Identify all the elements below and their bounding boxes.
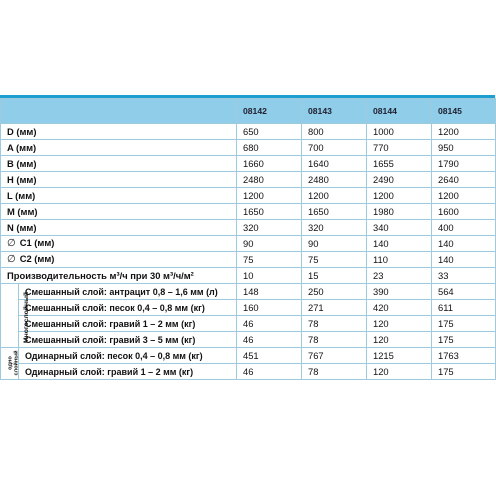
row-label-cell — [1, 252, 237, 268]
cell: 140 — [367, 236, 432, 252]
cell: 46 — [237, 364, 302, 380]
cell: 90 — [237, 236, 302, 252]
cell: 46 — [237, 316, 302, 332]
row-label: C2 (мм) — [19, 253, 55, 264]
row-label: Одинарный слой: гравий 1 – 2 мм (кг) — [19, 364, 237, 380]
cell: 800 — [302, 124, 367, 140]
table-row — [1, 124, 496, 140]
cell: 1200 — [237, 188, 302, 204]
cell: 420 — [367, 300, 432, 316]
cell: 250 — [302, 284, 367, 300]
cell: 10 — [237, 268, 302, 284]
cell: 2480 — [237, 172, 302, 188]
cell: 175 — [432, 316, 496, 332]
diameter-icon: ∅ — [7, 238, 16, 249]
row-label: Смешанный слой: гравий 1 – 2 мм (кг) — [19, 316, 237, 332]
cell: 400 — [432, 220, 496, 236]
cell: 700 — [302, 140, 367, 156]
row-label: L (мм) — [1, 188, 237, 204]
cell: 1200 — [302, 188, 367, 204]
row-label: D (мм) — [1, 124, 237, 140]
cell: 148 — [237, 284, 302, 300]
row-label: Смешанный слой: антрацит 0,8 – 1,6 мм (л) — [19, 284, 237, 300]
diameter-icon: ∅ — [7, 254, 16, 265]
table-row — [1, 348, 496, 364]
header-blank-cell — [1, 99, 237, 124]
column-header: 08142 — [237, 99, 302, 124]
cell: 2490 — [367, 172, 432, 188]
cell: 90 — [302, 236, 367, 252]
cell: 950 — [432, 140, 496, 156]
row-label: A (мм) — [1, 140, 237, 156]
group-label-line: слойный — [13, 349, 20, 376]
cell: 120 — [367, 332, 432, 348]
row-label: Одинарный слой: песок 0,4 – 0,8 мм (кг) — [19, 348, 237, 364]
table-row — [1, 140, 496, 156]
table-row — [1, 284, 496, 300]
cell: 120 — [367, 364, 432, 380]
table-row — [1, 204, 496, 220]
cell: 680 — [237, 140, 302, 156]
cell: 1655 — [367, 156, 432, 172]
cell: 160 — [237, 300, 302, 316]
cell: 78 — [302, 316, 367, 332]
table-row — [1, 220, 496, 236]
column-header: 08144 — [367, 99, 432, 124]
group-label-text — [8, 350, 20, 375]
cell: 1763 — [432, 348, 496, 364]
cell: 320 — [237, 220, 302, 236]
cell: 650 — [237, 124, 302, 140]
cell: 23 — [367, 268, 432, 284]
table-row — [1, 236, 496, 252]
cell: 271 — [302, 300, 367, 316]
table-row — [1, 156, 496, 172]
cell: 78 — [302, 332, 367, 348]
cell: 320 — [302, 220, 367, 236]
cell: 1660 — [237, 156, 302, 172]
table-row — [1, 172, 496, 188]
cell: 78 — [302, 364, 367, 380]
cell: 140 — [432, 252, 496, 268]
column-header: 08143 — [302, 99, 367, 124]
cell: 1200 — [432, 188, 496, 204]
row-label: H (мм) — [1, 172, 237, 188]
table-row — [1, 364, 496, 380]
table-row — [1, 252, 496, 268]
cell: 564 — [432, 284, 496, 300]
table-row — [1, 332, 496, 348]
row-label: C1 (мм) — [19, 237, 55, 248]
row-label: N (мм) — [1, 220, 237, 236]
cell: 1650 — [237, 204, 302, 220]
group-label-single — [1, 348, 19, 380]
cell: 1200 — [432, 124, 496, 140]
cell: 390 — [367, 284, 432, 300]
row-label-cell — [1, 236, 237, 252]
cell: 767 — [302, 348, 367, 364]
cell: 33 — [432, 268, 496, 284]
cell: 75 — [302, 252, 367, 268]
row-label: Производительность м³/ч при 30 м³/ч/м² — [1, 268, 237, 284]
cell: 1980 — [367, 204, 432, 220]
cell: 1600 — [432, 204, 496, 220]
cell: 120 — [367, 316, 432, 332]
cell: 1215 — [367, 348, 432, 364]
table-row — [1, 268, 496, 284]
cell: 175 — [432, 364, 496, 380]
cell: 110 — [367, 252, 432, 268]
table-header-row — [1, 99, 496, 124]
row-label: Смешанный слой: гравий 3 – 5 мм (кг) — [19, 332, 237, 348]
row-label: M (мм) — [1, 204, 237, 220]
cell: 1790 — [432, 156, 496, 172]
table-row — [1, 300, 496, 316]
cell: 451 — [237, 348, 302, 364]
cell: 2480 — [302, 172, 367, 188]
cell: 1000 — [367, 124, 432, 140]
column-header: 08145 — [432, 99, 496, 124]
table-row — [1, 316, 496, 332]
cell: 2640 — [432, 172, 496, 188]
row-label: B (мм) — [1, 156, 237, 172]
cell: 1200 — [367, 188, 432, 204]
group-label-line: одно — [7, 355, 14, 370]
cell: 770 — [367, 140, 432, 156]
cell: 1640 — [302, 156, 367, 172]
group-label-multilayer — [1, 284, 31, 348]
cell: 611 — [432, 300, 496, 316]
table-row — [1, 188, 496, 204]
group-label-text: Многослойный — [23, 291, 31, 343]
cell: 1650 — [302, 204, 367, 220]
cell: 75 — [237, 252, 302, 268]
cell: 46 — [237, 332, 302, 348]
cell: 340 — [367, 220, 432, 236]
row-label: Смешанный слой: песок 0,4 – 0,8 мм (кг) — [19, 300, 237, 316]
cell: 15 — [302, 268, 367, 284]
spec-table — [0, 98, 496, 380]
cell: 175 — [432, 332, 496, 348]
cell: 140 — [432, 236, 496, 252]
